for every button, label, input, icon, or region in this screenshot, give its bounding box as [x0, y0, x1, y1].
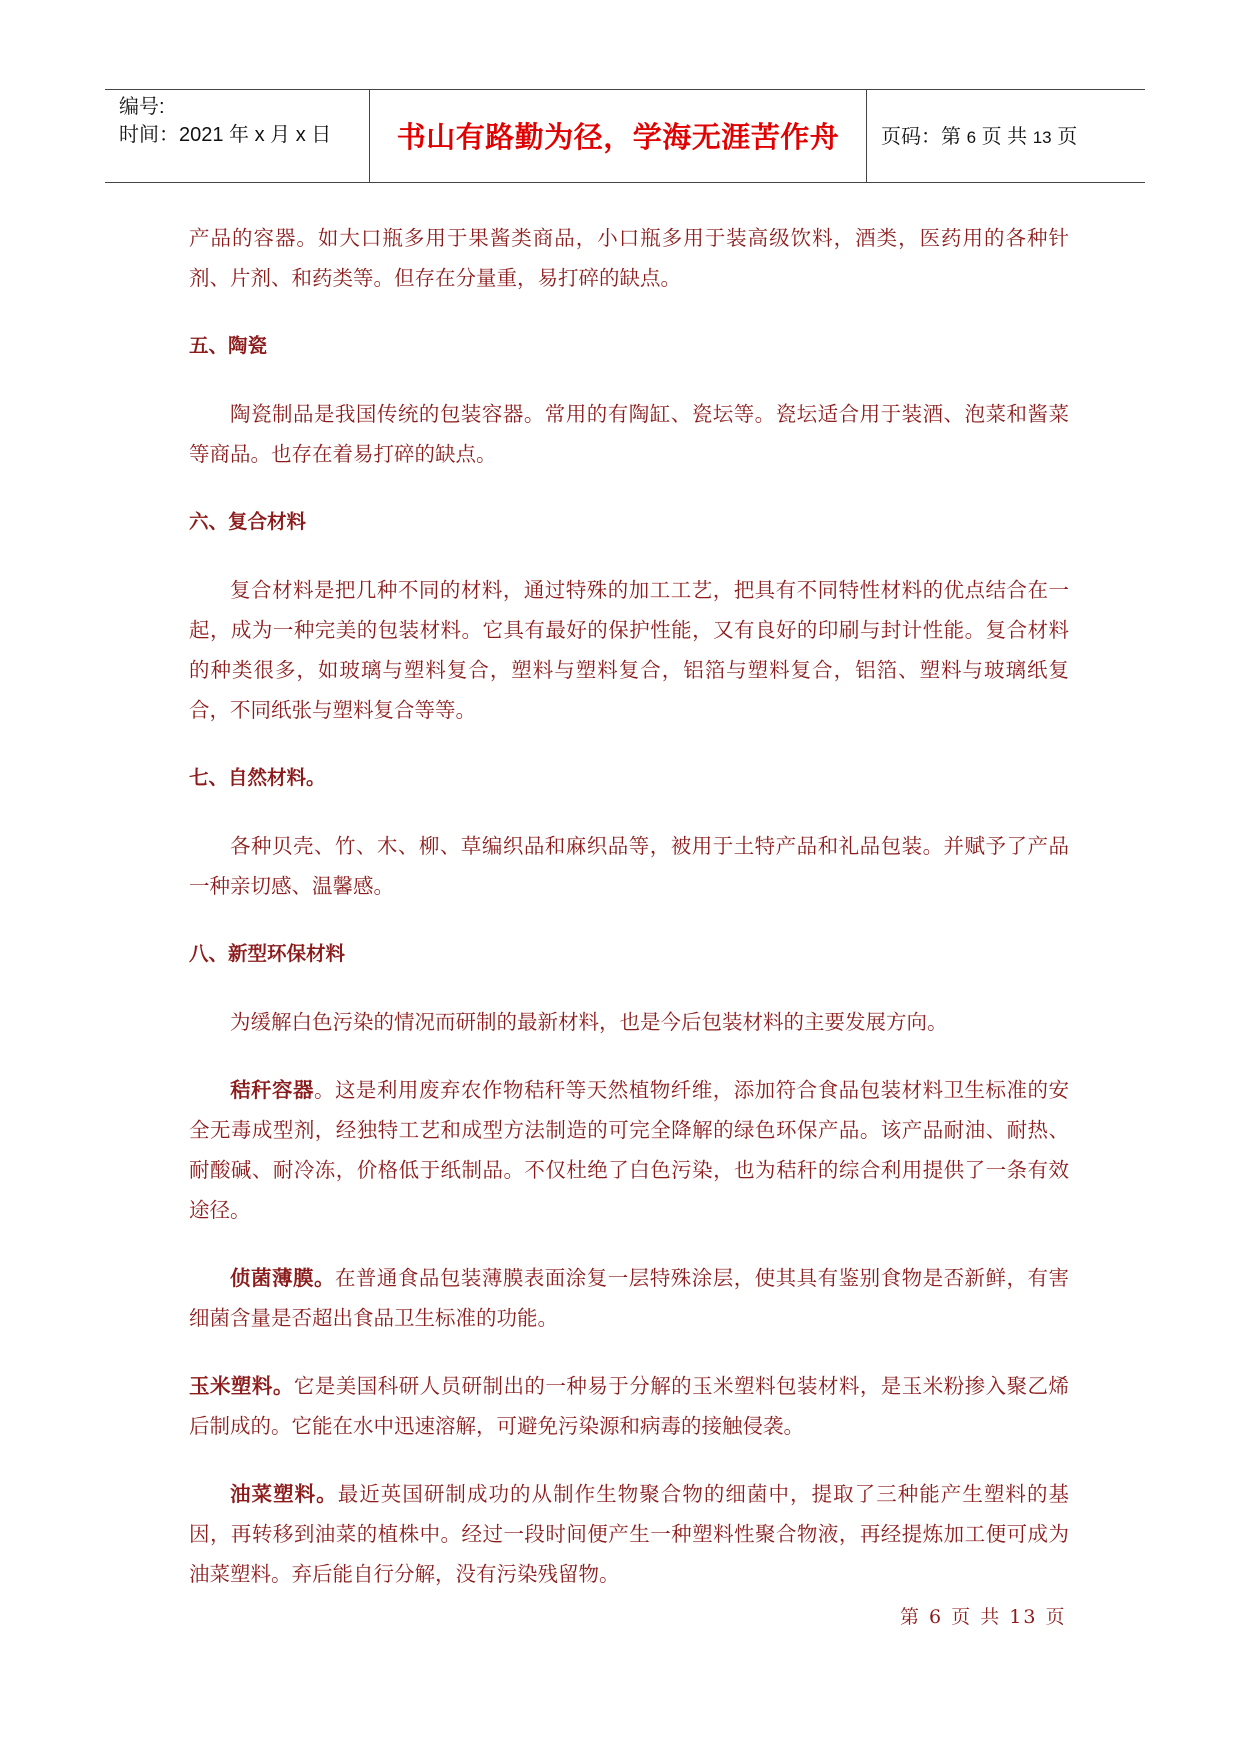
text-straw: 。这是利用废弃农作物秸秆等天然植物纤维，添加符合食品包装材料卫生标准的安全无毒成型剂，经独特工艺和成型方法制造的可完全降解的绿色环保产品。该产品耐油、耐热、耐酸碱、耐冷冻，价格低于纸制品。不仅杜绝了白色污染，也为秸秆的综合利用提供了一条有效途径。: [189, 1078, 1070, 1222]
page-prefix: 页码：第: [881, 126, 961, 148]
section-heading-natural: 七、自然材料。: [189, 766, 326, 789]
paragraph-ceramics: 陶瓷制品是我国传统的包装容器。常用的有陶缸、瓷坛等。瓷坛适合用于装酒、泡菜和酱菜等商品。也存在着易打碎的缺点。: [189, 402, 1069, 466]
page-suffix: 页: [1057, 126, 1078, 148]
paragraph-natural: 各种贝壳、竹、木、柳、草编织品和麻织品等，被用于土特产品和礼品包装。并赋予了产品一种亲切感、温馨感。: [189, 834, 1069, 898]
paragraph-straw: [189, 1070, 1069, 1230]
term-film: 侦菌薄膜。: [230, 1266, 335, 1290]
section-heading-eco: 八、新型环保材料: [189, 942, 346, 965]
text-rapeseed: 最近英国研制成功的从制作生物聚合物的细菌中，提取了三种能产生塑料的基因，再转移到油菜的植株中。经过一段时间便产生一种塑料性聚合物液，再经提炼加工便可成为油菜塑料。弃后能自行分解，没有污染残留物。: [189, 1482, 1070, 1586]
text-film: 在普通食品包装薄膜表面涂复一层特殊涂层，使其具有鉴别食物是否新鲜，有害细菌含量是否超出食品卫生标准的功能。: [189, 1266, 1069, 1330]
paragraph-rapeseed: [189, 1474, 1069, 1594]
header-motto: 书山有路勤为径，学海无涯苦作舟: [370, 90, 867, 182]
document-number-label: 编号:: [119, 96, 165, 118]
page-mid: 页 共: [981, 126, 1028, 148]
section-heading-ceramics: 五、陶瓷: [189, 334, 268, 357]
page-footer: 第 6 页 共 13 页: [900, 1606, 1067, 1628]
paragraph-eco: 为缓解白色污染的情况而研制的最新材料，也是今后包装材料的主要发展方向。: [230, 1010, 948, 1034]
paragraph-corn: [189, 1366, 1069, 1446]
paragraph-intro: 产品的容器。如大口瓶多用于果酱类商品，小口瓶多用于装高级饮料，酒类，医药用的各种针剂、片剂、和药类等。但存在分量重，易打碎的缺点。: [189, 226, 1069, 290]
page-number: 6: [966, 128, 977, 147]
term-straw: 秸秆容器: [230, 1078, 314, 1102]
paragraph-film: [189, 1258, 1069, 1338]
page-header: [105, 89, 1145, 183]
page-total: 13: [1032, 128, 1052, 147]
document-time-label: 时间：2021 年 x 月 x 日: [119, 124, 332, 146]
paragraph-composite: 复合材料是把几种不同的材料，通过特殊的加工工艺，把具有不同特性材料的优点结合在一起，成为一种完美的包装材料。它具有最好的保护性能，又有良好的印刷与封计性能。复合材料的种类很多，如玻璃与塑料复合，塑料与塑料复合，铝箔与塑料复合，铝箔、塑料与玻璃纸复合，不同纸张与塑料复合等等。: [189, 578, 1069, 722]
document-body: [189, 218, 1069, 1594]
section-heading-composite: 六、复合材料: [189, 510, 307, 533]
term-corn: 玉米塑料。: [189, 1374, 294, 1398]
header-meta-cell: [105, 90, 370, 182]
term-rapeseed: 油菜塑料。: [230, 1482, 338, 1506]
text-corn: 它是美国科研人员研制出的一种易于分解的玉米塑料包装材料，是玉米粉掺入聚乙烯后制成的。它能在水中迅速溶解，可避免污染源和病毒的接触侵袭。: [189, 1374, 1070, 1438]
header-page-indicator: [867, 90, 1145, 182]
